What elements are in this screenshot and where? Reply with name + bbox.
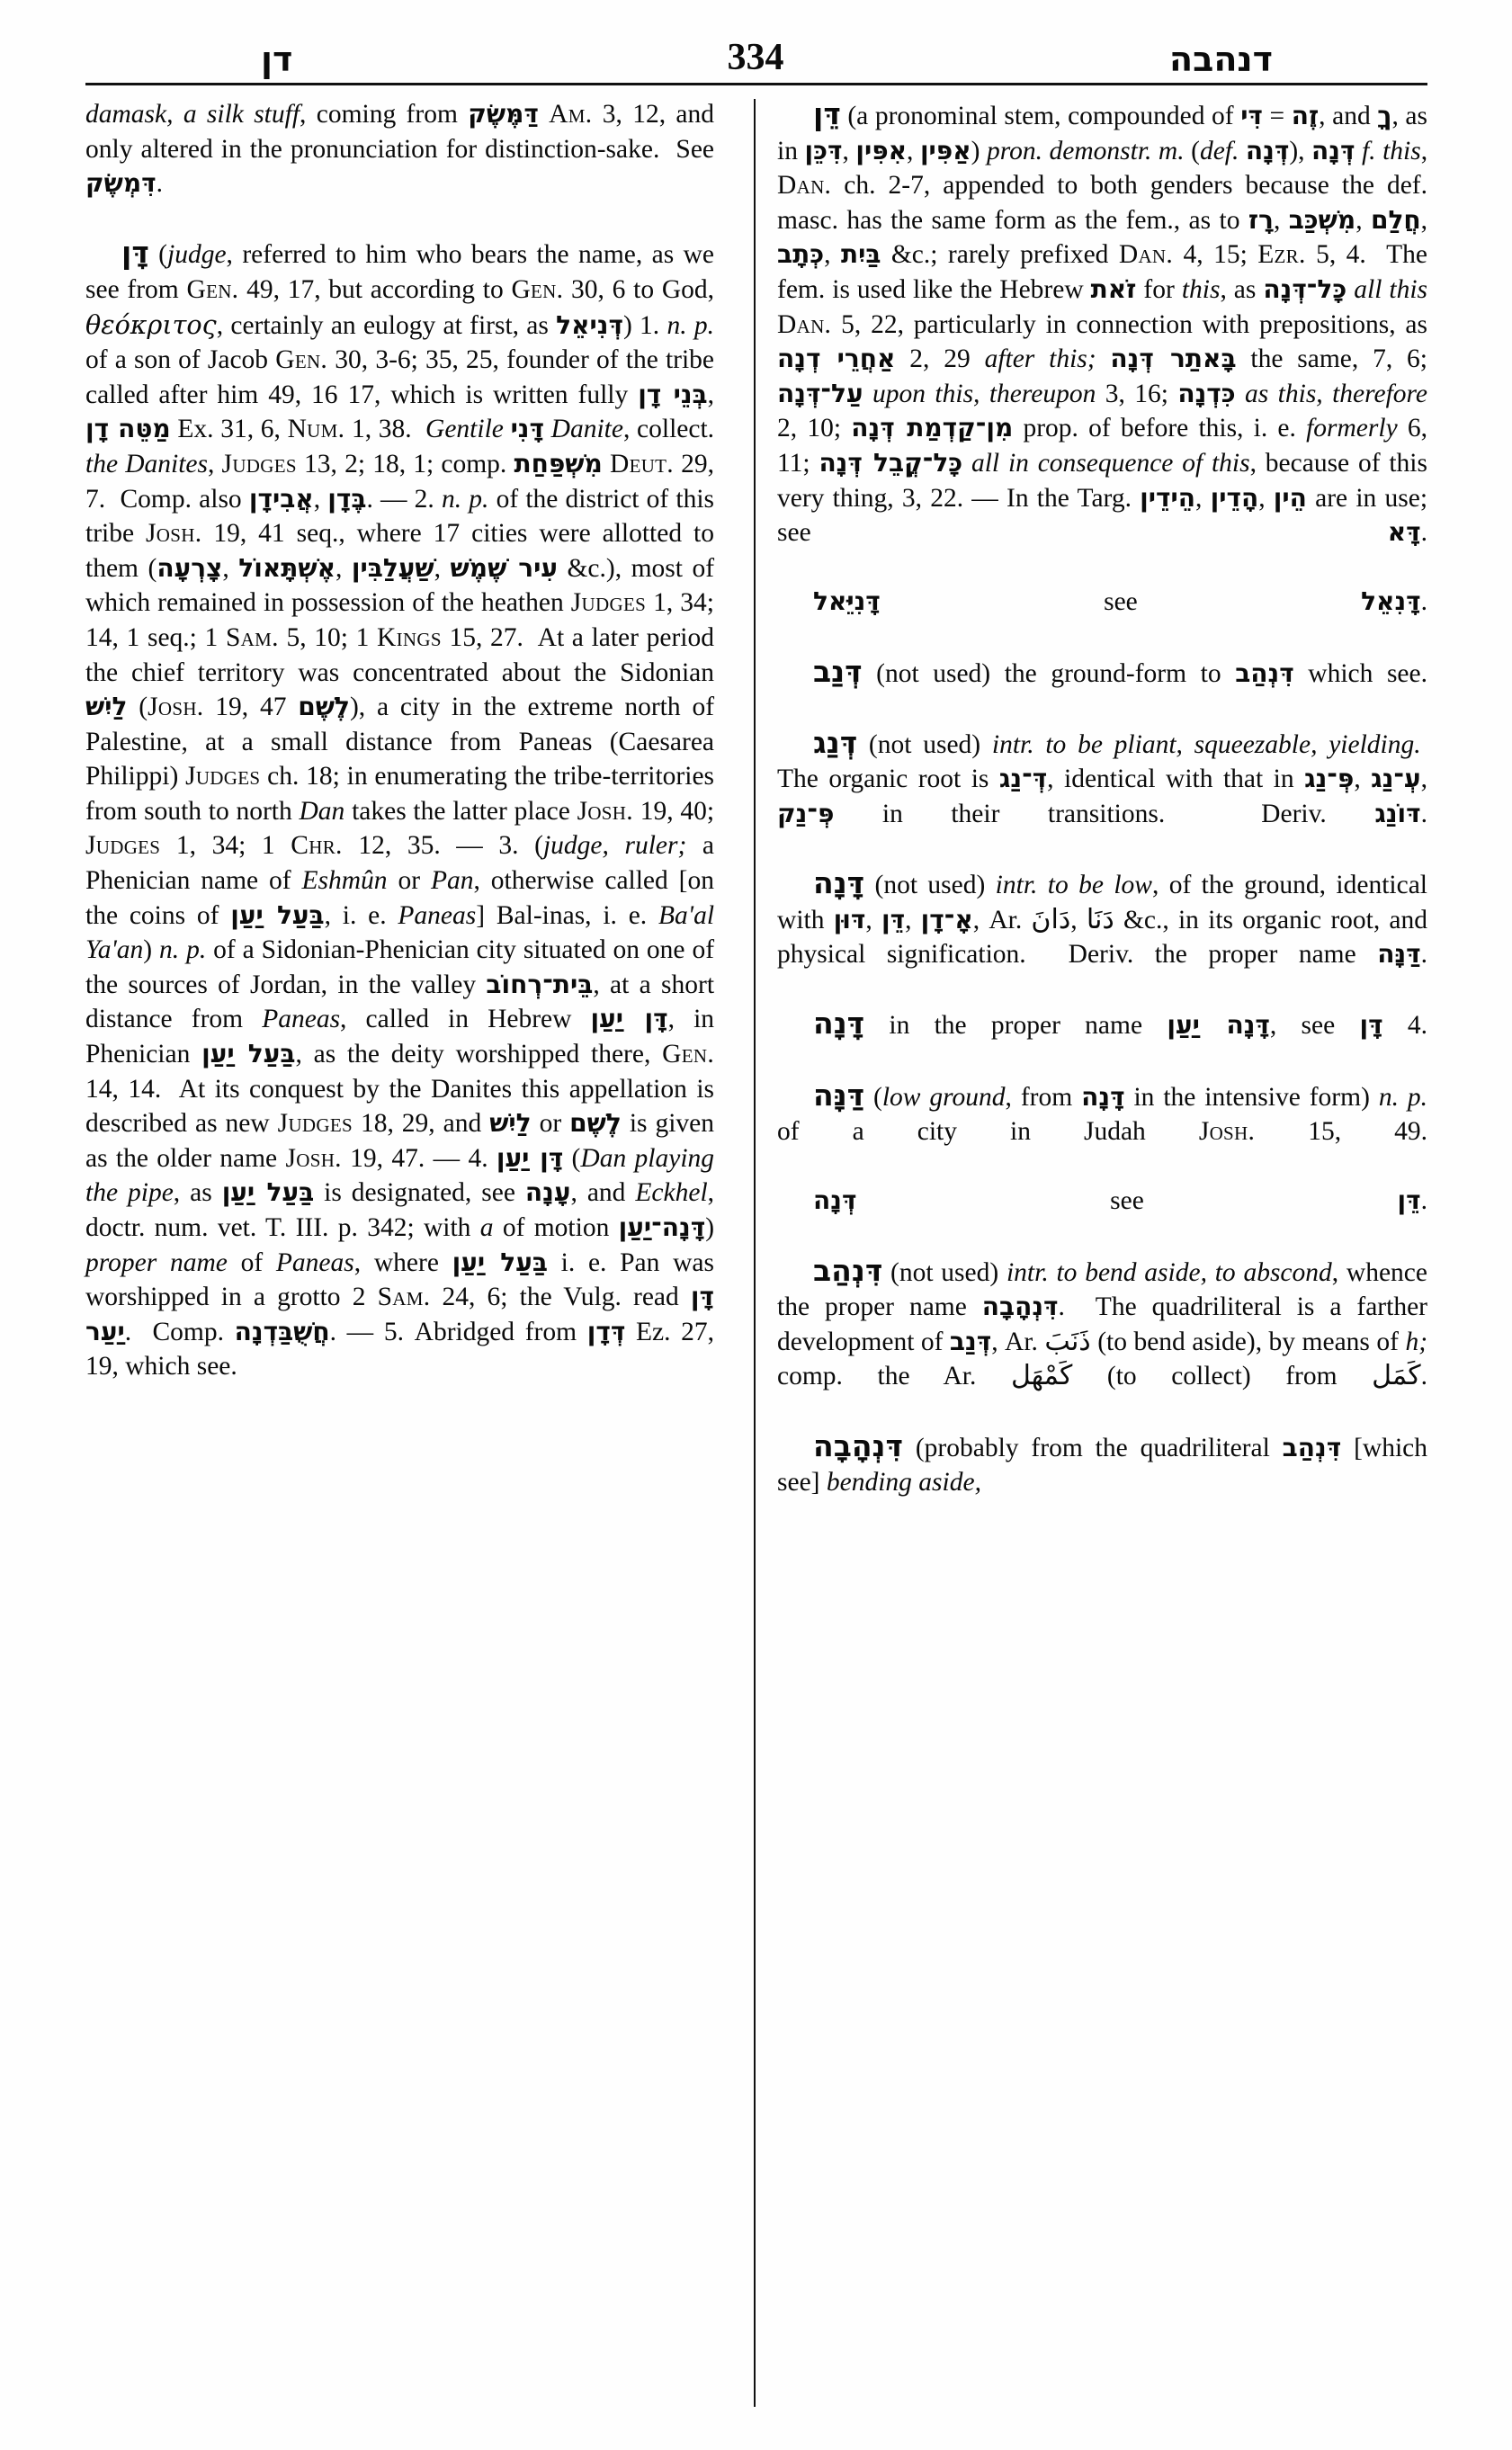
entry-dnh-propername: דָּנָה in the proper name דָּנָה יַעַן, see דָּן 4. [813,1006,1427,1042]
right-column [777,97,1427,2418]
entry-dnh-root: דָּנָה (not used) intr. to be low, of the ground, identical with דּוּן, דֵּן, אָ־דָן, Ar. دَانَ, دَنَا &c., in its organic root, and physical signification. Deriv. the proper name דַּנָּה. [777,865,1428,970]
left-column [85,97,734,2418]
entry-dan-entry: דָּן (judge, referred to him who bears the name, as we see from Gen. 49, 17, but according to Gen. 30, 6 to God, θεόκριτος, certainly an eulogy at first, as דְּנִיאֵל) 1. n. p. of a son of Jacob Gen. 30, 3-6; 35, 25, founder of the tribe called after him 49, 16 17, which is written fully בְּנֵי דָן, מַטֵּה דָן Ex. 31, 6, Num. 1, 38. Gentile דָּנִי Danite, collect. the Danites, Judges 13, 2; 18, 1; comp. מִשְׁפַּחַת Deut. 29, 7. Comp. also אֲבִידָן, בֶּדָן. — 2. n. p. of the district of this tribe Josh. 19, 41 seq., where 17 cities were allotted to them (צָרְעָה, אֶשְׁתָּאוֹל, שַׁעֲלַבִּין, עִיר שֶׁמֶשׁ &c.), most of which remained in possession of the heathen Judges 1, 34; 14, 1 seq.; 1 Sam. 5, 10; 1 Kings 15, 27. At a later period the chief territory was concentrated about the Sidonian לַיִשׁ (Josh. 19, 47 לֶשֶׁם), a city in the extreme north of Palestine, at a small distance from Paneas (Caesarea Philippi) Judges ch. 18; in enumerating the tribe-territories from south to north Dan takes the latter place Josh. 19, 40; Judges 1, 34; 1 Chr. 12, 35. — 3. (judge, ruler; a Phenician name of Eshmûn or Pan, otherwise called [on the coins of בַּעַל יַעַן, i. e. Paneas] Bal-inas, i. e. Ba'al Ya'an) n. p. of a Sidonian-Phenician city situated on one of the sources of Jordan, in the valley בֵּית־רְחוֹב, at a short distance from Paneas, called in Hebrew דָּן יַעַן, in Phenician בַּעַל יַעַן, as the deity worshipped there, Gen. 14, 14. At its conquest by the Danites this appellation is described as new Judges 18, 29, and לַיִשׁ or לֶשֶׁם is given as the older name Josh. 19, 47. — 4. דָּן יַעַן (Dan playing the pipe, as בַּעַל יַעַן is designated, see עָנָה, and Eckhel, doctr. num. vet. T. III. p. 342; with a of motion דָּנָה־יַעַן) proper name of Paneas, where בַּעַל יַעַן i. e. Pan was worshipped in a grotto 2 Sam. 24, 6; the Vulg. read דָּן יַעַר. Comp. חֲשֻׁבַּדְנָה. — 5. Abridged from דְּדָן Ez. 27, 19, which see. [85,235,715,1381]
entry-damask-continuation: damask, a silk stuff, coming from דַּמֶּשֶׂק Am. 3, 12, and only altered in the pronunciation for distinction-sake. See דִּמְשֶׂק. [85,99,715,199]
entry-daniel-crossref: דָּנִיֵּאל see דָּנִאֵל. [813,586,1427,617]
entry-dnh-crossref: דְּנָה see דֵּן. [813,1185,1427,1216]
entry-dinhabah: דִּנְהָבָה (probably from the quadriliteral דִּנְהַב [which see] bending aside, [777,1427,1427,1498]
entry-dnhb-root: דִּנְהַב (not used) intr. to bend aside, to abscond, whence the proper name דִּנְהָבָה. The quadriliteral is a farther development of דְּנַב, Ar. ذَنَبَ (to bend aside), by means of h; comp. the Ar. كَمْهَل (to collect) from كَمَل. [777,1252,1428,1392]
entry-den-pronominal-stem: דֵּן (a pronominal stem, compounded of דִּי = זֶה, and ךָ, as in דִּכֵּן, אִפִּין, אַפִּין) pron. demonstr. m. (def. דְּנָה), דְּנָה f. this, Dan. ch. 2-7, appended to both genders because the def. masc. has the same form as the fem., as to רָז, מִשְׁכַּב, חֲלַם, כְּתָב, בַּיִת &c.; rarely prefixed Dan. 4, 15; Ezr. 5, 4. The fem. is used like the Hebrew זֹאת for this, as כָּל־דְּנָה all this Dan. 5, 22, particularly in connection with prepositions, as אַחֲרֵי דְנָה 2, 29 after this; בָּאתַר דְּנָה the same, 7, 6; עַל־דְּנָה upon this, thereupon 3, 16; כִּדְנָה as this, therefore 2, 10; מִן־קַדְמַת דְּנָה prop. of before this, i. e. formerly 6, 11; כָּל־קֳבֵל דְּנָה all in consequence of this, because of this very thing, 3, 22. — In the Targ. הֵידֵין, הָדֵין, הֵין are in use; see דָּא. [777,96,1428,548]
running-head-right-catchword: דנהבה [1169,40,1273,79]
header-rule [85,83,1427,85]
two-column-body [85,97,1427,2418]
page-number: 334 [727,37,784,78]
column-divider [754,99,756,2407]
running-head [85,25,1426,79]
entry-dng-root: דְּנַג (not used) intr. to be pliant, squeezable, yielding. The organic root is דְּ־נַג, identical with that in פְּ־נַג, עְ־נַג, פְּ־נַק in their transitions. Deriv. דּוֹנַג. [777,724,1428,828]
entry-dannah: דַּנָּה (low ground, from דָּנָה in the intensive form) n. p. of a city in Judah Josh. 15, 49. [777,1077,1428,1147]
entry-dnb-root: דְּנַב (not used) the ground-form to דִּנְהַב which see. [813,653,1427,689]
running-head-left-catchword: דן [261,40,293,79]
